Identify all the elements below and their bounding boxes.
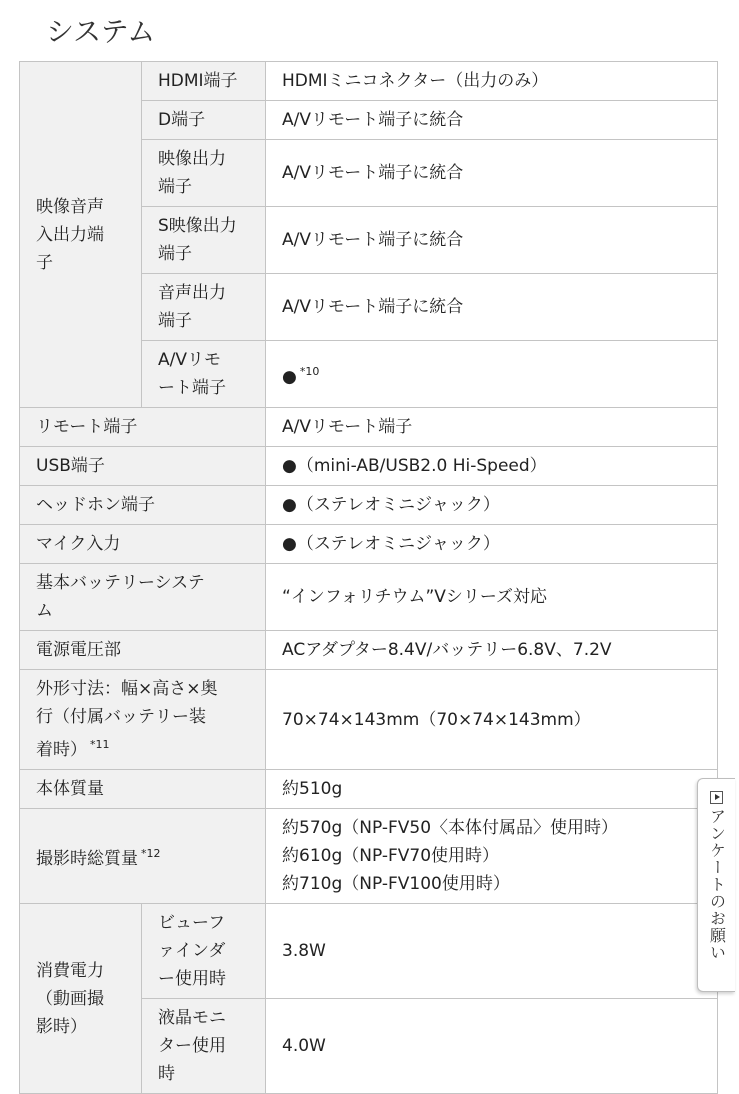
av-sub-audio: [142, 274, 266, 341]
table-row: [20, 408, 718, 447]
value-text: 4.0W: [282, 1036, 326, 1056]
av-sub-video: [142, 140, 266, 207]
sub-label: ビューフ ァインダ ー使用時: [158, 913, 226, 989]
label-text: 撮影時総質量: [36, 848, 138, 869]
supported-dot: ●: [282, 366, 297, 387]
spec-table: [19, 61, 718, 1094]
survey-tab-label: アンケートのお願い: [707, 808, 727, 961]
av-value-audio: [266, 274, 718, 341]
survey-tab[interactable]: [697, 778, 735, 992]
table-row: [20, 525, 718, 564]
label-text: 電源電圧部: [36, 640, 121, 660]
value-text: A/Vリモート端子: [282, 417, 413, 437]
label-battery-system: [20, 564, 266, 631]
av-value-avremote: [266, 341, 718, 408]
value-text: ●（mini-AB/USB2.0 Hi-Speed）: [282, 456, 547, 476]
sub-label: 液晶モニ ター使用 時: [158, 1008, 226, 1084]
value-text: ●（ステレオミニジャック）: [282, 495, 500, 515]
table-row: [20, 904, 718, 999]
value-headphone: [266, 486, 718, 525]
value-dimensions: [266, 670, 718, 770]
av-group-label-text: 映像音声 入出力端 子: [36, 196, 104, 273]
label-remote: [20, 408, 266, 447]
value-usb: [266, 447, 718, 486]
value-mic: [266, 525, 718, 564]
power-value-viewfinder: [266, 904, 718, 999]
label-text: 本体質量: [36, 779, 104, 799]
label-power-voltage: [20, 631, 266, 670]
av-value-svideo: [266, 207, 718, 274]
value-text: 3.8W: [282, 941, 326, 961]
table-row: [20, 770, 718, 809]
footnote-ref: *12: [141, 846, 161, 860]
table-row: [20, 564, 718, 631]
power-group-label-text: 消費電力 （動画撮 影時）: [36, 960, 104, 1037]
value-text: 70×74×143mm（70×74×143mm）: [282, 709, 591, 730]
page-title: システム: [46, 15, 156, 48]
power-value-lcd: [266, 999, 718, 1094]
play-square-icon: [710, 791, 723, 804]
av-value-video: [266, 140, 718, 207]
table-row: [20, 486, 718, 525]
value-battery-system: [266, 564, 718, 631]
power-sub-lcd: [142, 999, 266, 1094]
label-text: 外形寸法：幅×高さ×奥 行（付属バッテリー装 着時）: [36, 679, 218, 760]
label-usb: [20, 447, 266, 486]
table-row: [20, 62, 718, 101]
value-text: A/Vリモート端子に統合: [282, 110, 464, 130]
sub-label: 音声出力 端子: [158, 283, 226, 331]
value-text: “インフォリチウム”Vシリーズ対応: [282, 587, 548, 607]
sub-label: D端子: [158, 110, 206, 130]
value-text: A/Vリモート端子に統合: [282, 163, 464, 183]
av-sub-d: [142, 101, 266, 140]
value-text: ●（ステレオミニジャック）: [282, 534, 500, 554]
label-shooting-weight: [20, 809, 266, 904]
av-value-d: [266, 101, 718, 140]
label-headphone: [20, 486, 266, 525]
power-group-label: [20, 904, 142, 1094]
value-power-voltage: [266, 631, 718, 670]
sub-label: HDMI端子: [158, 71, 238, 91]
table-row: [20, 809, 718, 904]
value-text: A/Vリモート端子に統合: [282, 230, 464, 250]
av-group-label: [20, 62, 142, 408]
value-text: 約570g（NP-FV50〈本体付属品〉使用時） 約610g（NP-FV70使用時） 約710g（NP-FV100使用時）: [282, 818, 619, 894]
value-text: HDMIミニコネクター（出力のみ）: [282, 71, 549, 91]
value-shooting-weight: [266, 809, 718, 904]
sub-label: S映像出力 端子: [158, 216, 237, 264]
label-text: マイク入力: [36, 534, 121, 554]
footnote-ref: *10: [299, 364, 320, 378]
av-sub-hdmi: [142, 62, 266, 101]
label-body-weight: [20, 770, 266, 809]
value-text: A/Vリモート端子に統合: [282, 297, 464, 317]
power-sub-viewfinder: [142, 904, 266, 999]
value-body-weight: [266, 770, 718, 809]
label-text: USB端子: [36, 456, 105, 476]
av-value-hdmi: [266, 62, 718, 101]
av-sub-avremote: [142, 341, 266, 408]
av-sub-svideo: [142, 207, 266, 274]
table-row: [20, 447, 718, 486]
label-text: ヘッドホン端子: [36, 495, 155, 515]
label-text: リモート端子: [36, 417, 138, 437]
value-text: ACアダプター8.4V/バッテリー6.8V、7.2V: [282, 640, 612, 660]
sub-label: A/Vリモ ート端子: [158, 350, 226, 398]
sub-label: 映像出力 端子: [158, 149, 226, 197]
label-mic: [20, 525, 266, 564]
value-text: 約510g: [282, 779, 343, 799]
label-text: 基本バッテリーシステ ム: [36, 573, 205, 621]
table-row: [20, 631, 718, 670]
footnote-ref: *11: [90, 738, 110, 751]
table-row: [20, 670, 718, 770]
value-remote: [266, 408, 718, 447]
label-dimensions: [20, 670, 266, 770]
